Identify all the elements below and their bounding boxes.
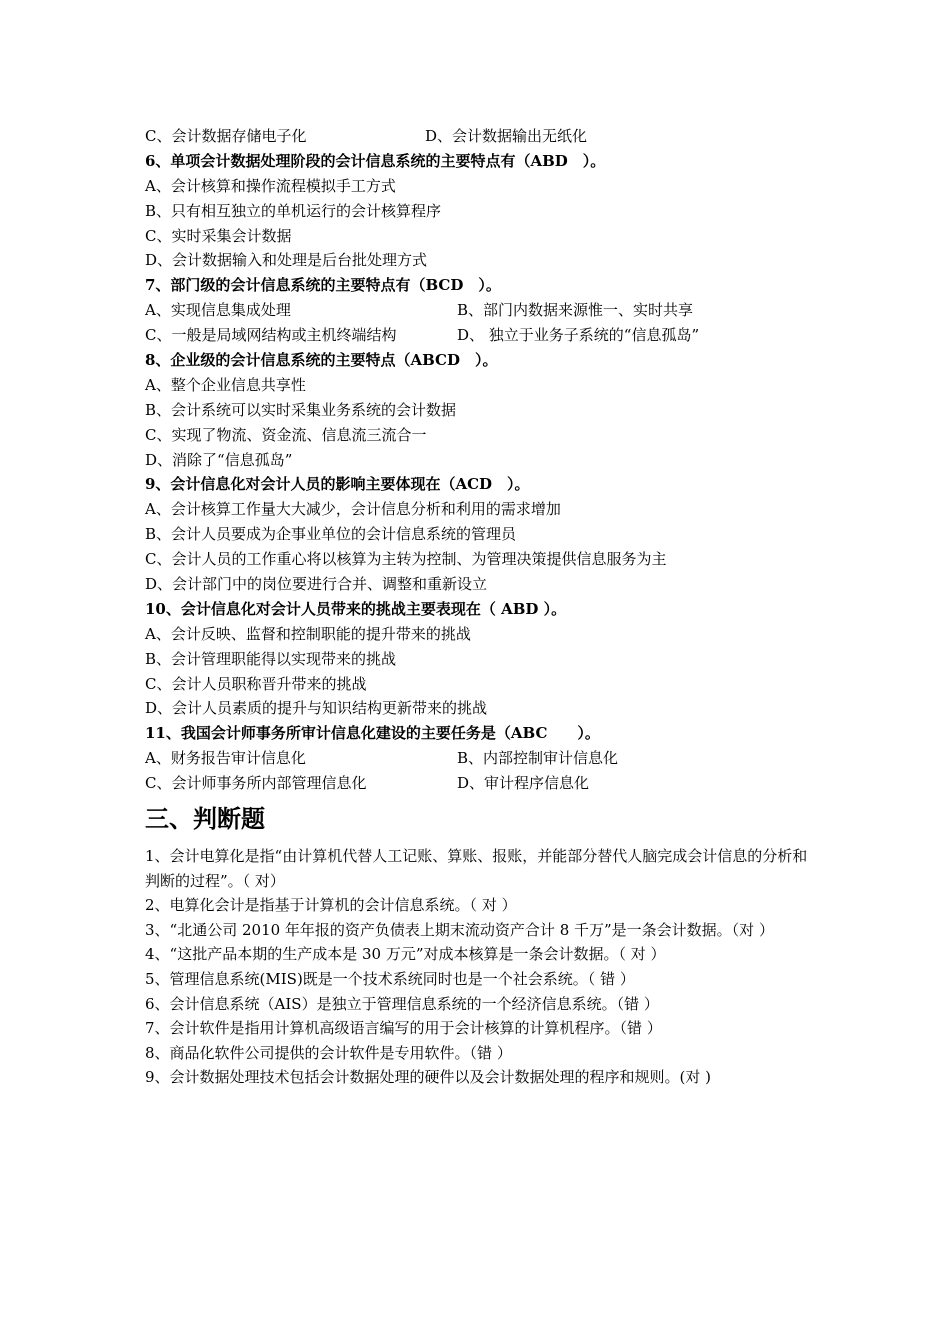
question-11-options-ab <box>145 746 825 771</box>
option-c: C、会计数据存储电子化 <box>145 127 307 145</box>
option-d: D、会计数据输出无纸化 <box>425 127 588 145</box>
question-7-options-cd <box>145 323 825 348</box>
option-a: A、财务报告审计信息化 <box>145 749 306 768</box>
question-6-option-d: D、会计数据输入和处理是后台批处理方式 <box>145 251 428 270</box>
question-11-options-cd <box>145 771 825 796</box>
question-9-option-d: D、会计部门中的岗位要进行合并、调整和重新设立 <box>145 575 488 594</box>
question-8-option-b: B、会计系统可以实时采集业务系统的会计数据 <box>145 400 457 419</box>
question-7-title: 7、部门级的会计信息系统的主要特点有（BCD ）。 <box>145 276 501 295</box>
tf-item-6: 6、会计信息系统（AIS）是独立于管理信息系统的一个经济信息系统。（错 ） <box>145 994 659 1013</box>
question-7-options-ab <box>145 298 825 323</box>
tf-item-9: 9、会计数据处理技术包括会计数据处理的硬件以及会计数据处理的程序和规则。(对 ) <box>145 1068 712 1087</box>
option-d: D、 独立于业务子系统的“信息孤岛” <box>457 326 700 345</box>
tf-item-4: 4、“这批产品本期的生产成本是 30 万元”对成本核算是一条会计数据。（ 对 ） <box>145 945 666 964</box>
question-8-title: 8、企业级的会计信息系统的主要特点（ABCD ）。 <box>145 351 498 370</box>
tf-item-5: 5、管理信息系统(MIS)既是一个技术系统同时也是一个社会系统。（ 错 ） <box>145 970 635 989</box>
question-6-option-c: C、实时采集会计数据 <box>145 226 292 245</box>
question-10-option-d: D、会计人员素质的提升与知识结构更新带来的挑战 <box>145 699 488 718</box>
question-9-option-c: C、会计人员的工作重心将以核算为主转为控制、为管理决策提供信息服务为主 <box>145 550 667 569</box>
option-b: B、部门内数据来源惟一、实时共享 <box>457 301 694 320</box>
tf-item-1: 1、会计电算化是指“由计算机代替人工记账、算账、报账，并能部分替代人脑完成会计信息的分析和判断的过程”。（ 对） <box>145 847 808 890</box>
option-c: C、一般是局域网结构或主机终端结构 <box>145 326 397 345</box>
question-10-option-a: A、会计反映、监督和控制职能的提升带来的挑战 <box>145 624 471 643</box>
question-9-option-b: B、会计人员要成为企事业单位的会计信息系统的管理员 <box>145 525 517 544</box>
option-c: C、会计师事务所内部管理信息化 <box>145 774 367 793</box>
question-8-option-c: C、实现了物流、资金流、信息流三流合一 <box>145 425 427 444</box>
question-9-option-a: A、会计核算工作量大大减少，会计信息分析和利用的需求增加 <box>145 500 561 519</box>
q5-options-cd <box>145 124 825 149</box>
question-8-option-a: A、整个企业信息共享性 <box>145 375 306 394</box>
question-11-title: 11、我国会计师事务所审计信息化建设的主要任务是（ABC ）。 <box>145 724 600 743</box>
question-6-option-a: A、会计核算和操作流程模拟手工方式 <box>145 176 396 195</box>
tf-item-8: 8、商品化软件公司提供的会计软件是专用软件。（错 ） <box>145 1043 512 1062</box>
question-10-option-c: C、会计人员职称晋升带来的挑战 <box>145 674 367 693</box>
question-6-title: 6、单项会计数据处理阶段的会计信息系统的主要特点有（ABD ）。 <box>145 151 606 170</box>
question-10-option-b: B、会计管理职能得以实现带来的挑战 <box>145 649 397 668</box>
question-6-option-b: B、只有相互独立的单机运行的会计核算程序 <box>145 201 442 220</box>
option-b: B、内部控制审计信息化 <box>457 749 619 768</box>
document-page <box>145 124 825 1090</box>
question-9-title: 9、会计信息化对会计人员的影响主要体现在（ACD ）。 <box>145 475 530 494</box>
option-d: D、审计程序信息化 <box>457 774 590 793</box>
tf-item-3: 3、“北通公司 2010 年年报的资产负债表上期末流动资产合计 8 千万”是一条会计数据。（对 ） <box>145 920 774 939</box>
question-10-title: 10、会计信息化对会计人员带来的挑战主要表现在（ ABD ）。 <box>145 599 567 618</box>
tf-item-2: 2、电算化会计是指基于计算机的会计信息系统。（ 对 ） <box>145 896 517 915</box>
section-heading-true-false: 三、判断题 <box>145 805 265 834</box>
option-a: A、实现信息集成处理 <box>145 301 291 320</box>
question-8-option-d: D、消除了“信息孤岛” <box>145 450 293 469</box>
tf-item-7: 7、会计软件是指用计算机高级语言编写的用于会计核算的计算机程序。（错 ） <box>145 1019 662 1038</box>
